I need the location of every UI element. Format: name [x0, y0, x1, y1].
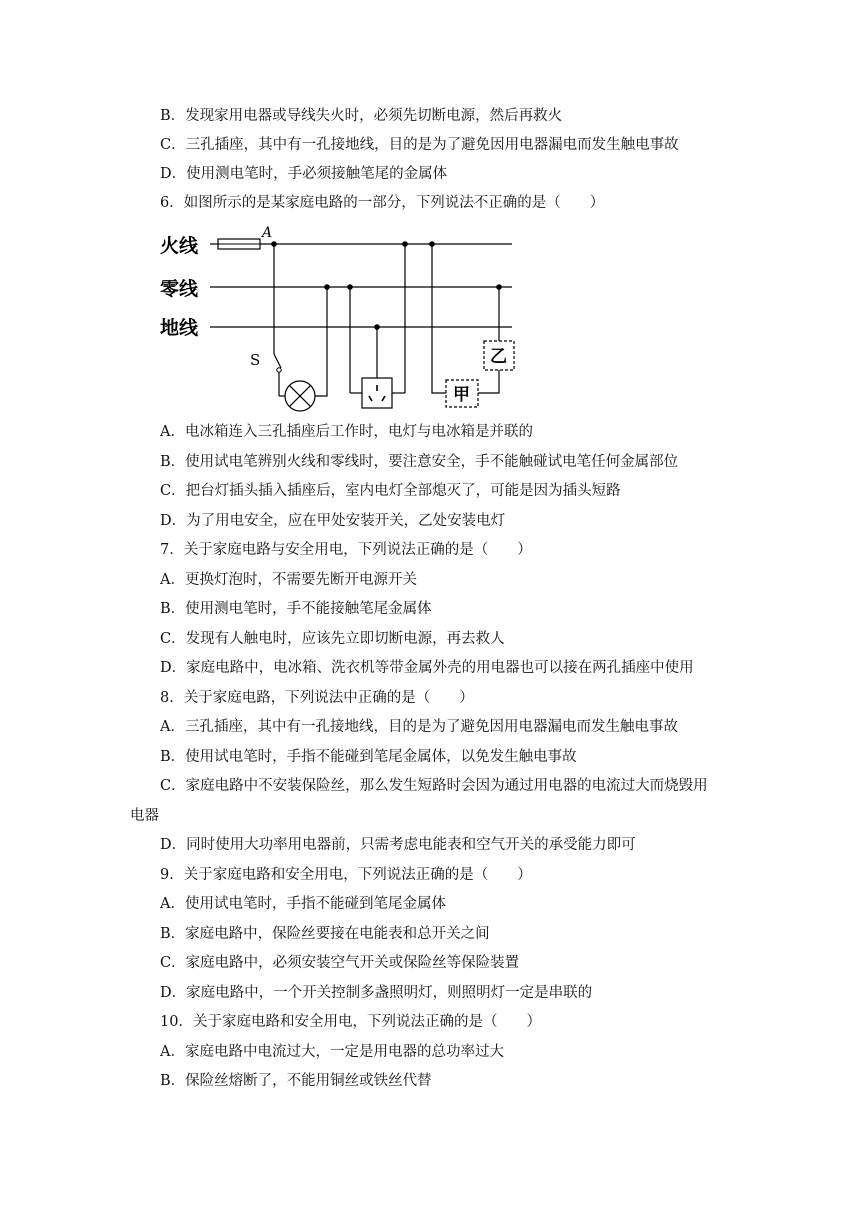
ground-wire-label: 地线	[160, 317, 199, 339]
point-a-label: A	[262, 225, 273, 241]
option-7b: B．使用测电笔时，手不能接触笔尾金属体	[160, 601, 432, 617]
option-5d: D．使用测电笔时，手必须接触笔尾的金属体	[160, 166, 448, 182]
option-7c: C．发现有人触电时，应该先立即切断电源，再去救人	[160, 631, 505, 647]
option-7d: D．家庭电路中，电冰箱、洗衣机等带金属外壳的用电器也可以接在两孔插座中使用	[160, 660, 694, 676]
neutral-wire-label: 零线	[160, 278, 199, 300]
live-wire-label: 火线	[160, 235, 199, 257]
option-8c: C．家庭电路中不安装保险丝，那么发生短路时会因为通过用电器的电流过大而烧毁用	[160, 778, 708, 794]
option-8a: A．三孔插座，其中有一孔接地线，目的是为了避免因用电器漏电而发生触电事故	[160, 719, 678, 735]
lamp-to-neutral	[315, 287, 327, 396]
circuit-diagram	[155, 220, 535, 420]
switch-label: S	[250, 351, 261, 369]
box-jia-label: 甲	[453, 385, 470, 405]
option-5c: C．三孔插座，其中有一孔接地线，目的是为了避免因用电器漏电而发生触电事故	[160, 137, 679, 153]
option-9c: C．家庭电路中，必须安装空气开关或保险丝等保险装置	[160, 955, 520, 971]
option-6a: A．电冰箱连入三孔插座后工作时，电灯与电冰箱是并联的	[160, 424, 533, 440]
option-9d: D．家庭电路中，一个开关控制多盏照明灯，则照明灯一定是串联的	[160, 985, 593, 1001]
question-8: 8．关于家庭电路，下列说法中正确的是（ ）	[160, 690, 474, 706]
option-5b: B．发现家用电器或导线失火时，必须先切断电源，然后再救火	[160, 108, 563, 124]
switch-lever	[274, 354, 281, 368]
option-6b: B．使用试电笔辨别火线和零线时，要注意安全，手不能触碰试电笔任何金属部位	[160, 454, 679, 470]
option-8d: D．同时使用大功率用电器前，只需考虑电能表和空气开关的承受能力即可	[160, 837, 636, 853]
three-hole-socket-icon	[362, 378, 392, 408]
option-8c-continued: 电器	[130, 808, 159, 824]
jia-live-wire	[432, 244, 446, 393]
question-7: 7．关于家庭电路与安全用电，下列说法正确的是（ ）	[160, 542, 532, 558]
question-6: 6．如图所示的是某家庭电路的一部分，下列说法不正确的是（ ）	[160, 195, 605, 211]
option-8b: B．使用试电笔时，手指不能碰到笔尾金属体，以免发生触电事故	[160, 749, 577, 765]
option-10a: A．家庭电路中电流过大，一定是用电器的总功率过大	[160, 1044, 504, 1060]
box-yi-label: 乙	[490, 347, 507, 367]
option-6d: D．为了用电安全，应在甲处安装开关，乙处安装电灯	[160, 513, 506, 529]
option-10b: B．保险丝熔断了，不能用铜丝或铁丝代替	[160, 1073, 432, 1089]
option-6c: C．把台灯插头插入插座后，室内电灯全部熄灭了，可能是因为插头短路	[160, 483, 621, 499]
option-9a: A．使用试电笔时，手指不能碰到笔尾金属体	[160, 896, 446, 912]
switch-contact	[277, 368, 281, 372]
option-7a: A．更换灯泡时，不需要先断开电源开关	[160, 572, 417, 588]
jia-to-yi-wire	[478, 370, 499, 393]
question-10: 10．关于家庭电路和安全用电，下列说法正确的是（ ）	[160, 1014, 541, 1030]
question-9: 9．关于家庭电路和安全用电，下列说法正确的是（ ）	[160, 867, 532, 883]
option-9b: B．家庭电路中，保险丝要接在电能表和总开关之间	[160, 926, 490, 942]
circuit-svg	[155, 220, 535, 420]
